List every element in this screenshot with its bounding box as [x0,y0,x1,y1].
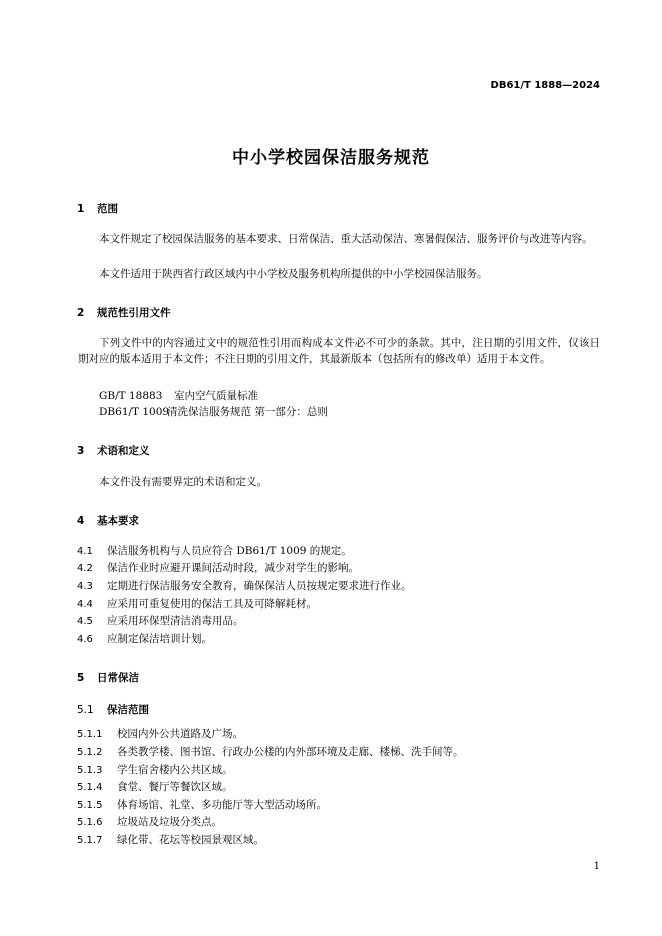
reference-item [99,389,621,405]
item-number: 4.2 [77,563,93,574]
requirement-item [77,614,600,630]
section-2-heading [77,305,171,320]
section-title: 日常保洁 [97,672,139,684]
section-1-heading [77,201,118,216]
section-4-heading [77,513,139,528]
item-number: 4.5 [77,616,93,627]
document-title: 中小学校园保洁服务规范 [232,148,430,168]
section-5-heading [77,670,139,685]
scope-paragraph-1: 本文件规定了校园保洁服务的基本要求、日常保洁、重大活动保洁、寒暑假保洁、服务评价与改进等内容。 [99,233,593,245]
item-text: 学生宿舍楼内公共区域。 [117,764,233,776]
item-number: 5.1.1 [77,729,103,740]
scope-item [77,763,600,779]
item-number: 4.4 [77,599,93,610]
section-title: 规范性引用文件 [97,307,171,319]
reference-item [99,405,621,421]
item-number: 4.6 [77,634,93,645]
item-number: 4.1 [77,546,93,557]
item-number: 5.1.6 [77,817,103,828]
item-text: 绿化带、花坛等校园景观区域。 [117,834,264,846]
item-number: 5.1.2 [77,747,103,758]
scope-item [77,798,600,814]
item-number: 4.3 [77,581,93,592]
item-number: 5.1.4 [77,782,103,793]
reference-code: DB61/T 1009 [99,406,170,418]
scope-item [77,745,600,761]
reference-title: 清洗保洁服务规范 第一部分：总则 [167,406,328,418]
section-3-heading [77,443,150,458]
item-text: 应采用可重复使用的保洁工具及可降解耗材。 [107,598,317,610]
section-number: 1 [77,203,85,215]
item-text: 保洁作业时应避开课间活动时段，减少对学生的影响。 [107,562,359,574]
requirement-item [77,597,600,613]
section-number: 2 [77,307,85,319]
item-number: 5.1.3 [77,765,103,776]
scope-item [77,727,600,743]
section-number: 3 [77,445,85,457]
item-text: 校园内外公共道路及广场。 [117,728,243,740]
requirement-item [77,632,600,648]
normative-references-paragraph: 下列文件中的内容通过文中的规范性引用而构成本文件必不可少的条款。其中，注日期的引用文件，仅该日期对应的版本适用于本文件；不注日期的引用文件，其最新版本（包括所有的修改单）适用于本文件。 [78,337,600,365]
item-text: 体育场馆、礼堂、多功能厅等大型活动场所。 [117,799,327,811]
section-title: 术语和定义 [97,445,150,457]
item-number: 5.1.7 [77,835,103,846]
document-code: DB61/T 1888—2024 [490,80,600,91]
requirement-item [77,561,600,577]
page-number: 1 [593,861,600,872]
requirement-item [77,579,600,595]
scope-paragraph-2: 本文件适用于陕西省行政区域内中小学校及服务机构所提供的中小学校园保洁服务。 [99,268,488,280]
section-number: 5 [77,672,85,684]
item-text: 垃圾站及垃圾分类点。 [117,816,222,828]
section-title: 基本要求 [97,515,139,527]
item-text: 食堂、餐厅等餐饮区域。 [117,781,233,793]
item-text: 各类教学楼、图书馆、行政办公楼的内外部环境及走廊、楼梯、洗手间等。 [117,746,464,758]
item-number: 5.1.5 [77,800,103,811]
item-text: 应制定保洁培训计划。 [107,633,212,645]
terms-paragraph: 本文件没有需要界定的术语和定义。 [99,476,267,488]
item-text: 保洁服务机构与人员应符合 DB61/T 1009 的规定。 [107,545,352,557]
subsection-number: 5.1 [77,704,94,716]
scope-item [77,833,600,849]
scope-item [77,815,600,831]
section-title: 范围 [97,203,118,215]
subsection-5-1-heading [77,702,149,717]
item-text: 定期进行保洁服务安全教育，确保保洁人员按规定要求进行作业。 [107,580,412,592]
reference-title: 室内空气质量标准 [174,390,258,402]
reference-code: GB/T 18883 [99,390,163,402]
requirement-item [77,544,600,560]
scope-item [77,780,600,796]
subsection-title: 保洁范围 [107,704,149,716]
item-text: 应采用环保型清洁消毒用品。 [107,615,244,627]
section-number: 4 [77,515,85,527]
